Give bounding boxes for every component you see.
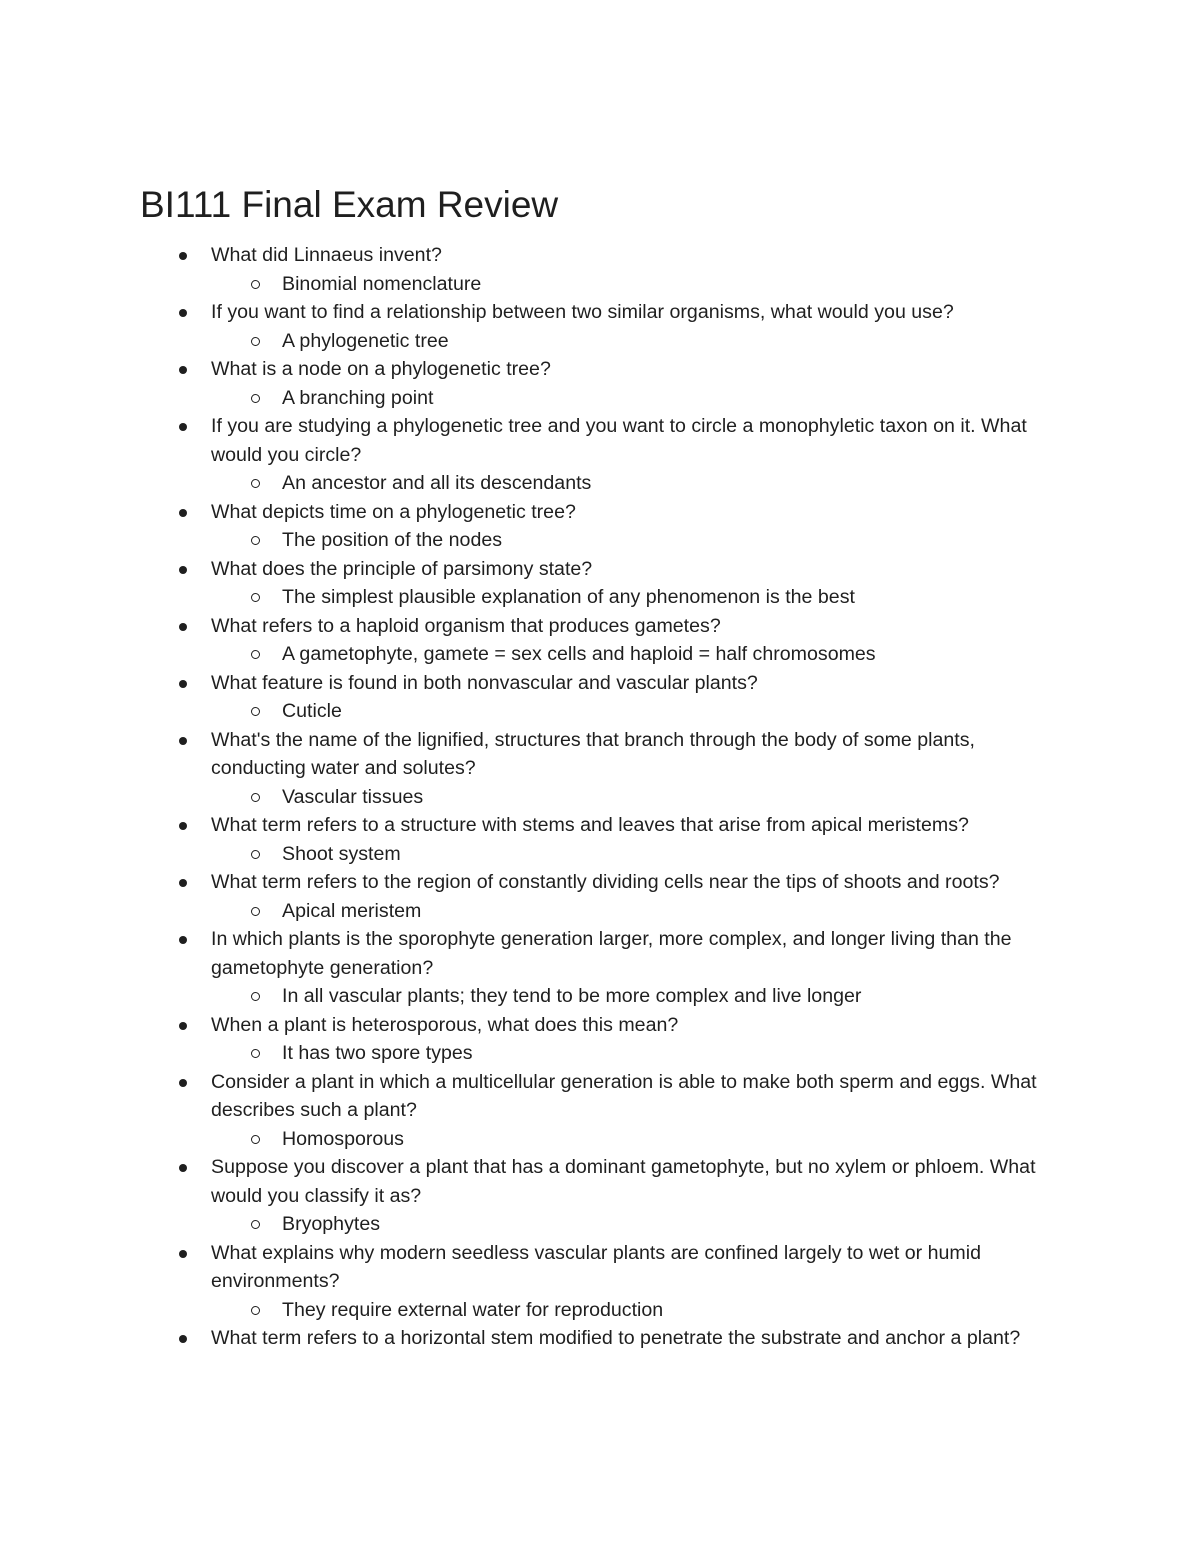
question-text: If you want to find a relationship between two similar organisms, what would you use? bbox=[211, 301, 954, 323]
question-list bbox=[0, 241, 1200, 1353]
question bbox=[211, 498, 1069, 527]
question bbox=[211, 811, 1069, 840]
bullet-icon bbox=[179, 1022, 187, 1030]
question bbox=[211, 1068, 1069, 1125]
answer bbox=[282, 783, 1082, 812]
answer bbox=[282, 1125, 1082, 1154]
bullet-icon bbox=[179, 566, 187, 574]
hollow-bullet-icon bbox=[251, 1220, 260, 1229]
question bbox=[211, 726, 1069, 783]
answer-text: Apical meristem bbox=[282, 899, 422, 922]
hollow-bullet-icon bbox=[251, 650, 260, 659]
question bbox=[211, 412, 1069, 469]
question-text: What feature is found in both nonvascular and vascular plants? bbox=[211, 671, 758, 694]
question-text: What term refers to the region of constantly dividing cells near the tips of shoots and roots? bbox=[211, 871, 1000, 893]
hollow-bullet-icon bbox=[251, 593, 260, 602]
list-item bbox=[0, 298, 1200, 355]
list-item bbox=[0, 726, 1200, 812]
answer-text: In all vascular plants; they tend to be more complex and live longer bbox=[282, 985, 862, 1007]
answer-text: Vascular tissues bbox=[282, 785, 424, 808]
question-text: When a plant is heterosporous, what does this mean? bbox=[211, 1013, 679, 1036]
question bbox=[211, 669, 1069, 698]
bullet-icon bbox=[179, 623, 187, 631]
bullet-icon bbox=[179, 936, 187, 944]
answer-text: A phylogenetic tree bbox=[282, 329, 449, 352]
question-text: Suppose you discover a plant that has a dominant gametophyte, but no xylem or phloem. What would you classify it as? bbox=[211, 1156, 1036, 1207]
hollow-bullet-icon bbox=[251, 992, 260, 1001]
question bbox=[211, 1239, 1069, 1296]
hollow-bullet-icon bbox=[251, 707, 260, 716]
hollow-bullet-icon bbox=[251, 850, 260, 859]
answer-text: An ancestor and all its descendants bbox=[282, 472, 592, 494]
question-text: What does the principle of parsimony state? bbox=[211, 557, 593, 580]
answer-text: Shoot system bbox=[282, 842, 401, 865]
answer-text: The simplest plausible explanation of any phenomenon is the best bbox=[282, 586, 855, 608]
hollow-bullet-icon bbox=[251, 1135, 260, 1144]
question bbox=[211, 868, 1069, 897]
question-text: Consider a plant in which a multicellular generation is able to make both sperm and eggs. What describes such a plant? bbox=[211, 1070, 1037, 1121]
bullet-icon bbox=[179, 366, 187, 374]
hollow-bullet-icon bbox=[251, 793, 260, 802]
answer bbox=[282, 982, 1082, 1011]
answer bbox=[282, 469, 1082, 498]
answer-text: Bryophytes bbox=[282, 1213, 381, 1235]
answer-text: Homosporous bbox=[282, 1127, 404, 1150]
answer bbox=[282, 1039, 1082, 1068]
hollow-bullet-icon bbox=[251, 479, 260, 488]
hollow-bullet-icon bbox=[251, 1306, 260, 1315]
question-text: What term refers to a structure with stems and leaves that arise from apical meristems? bbox=[211, 814, 969, 836]
bullet-icon bbox=[179, 423, 187, 431]
bullet-icon bbox=[179, 1250, 187, 1258]
question bbox=[211, 555, 1069, 584]
list-item bbox=[0, 355, 1200, 412]
answer bbox=[282, 1210, 1082, 1239]
list-item bbox=[0, 498, 1200, 555]
answer-text: It has two spore types bbox=[282, 1042, 473, 1064]
answer bbox=[282, 270, 1082, 299]
question-text: What refers to a haploid organism that produces gametes? bbox=[211, 614, 721, 637]
bullet-icon bbox=[179, 680, 187, 688]
list-item bbox=[0, 1324, 1200, 1353]
list-item bbox=[0, 1153, 1200, 1239]
list-item bbox=[0, 868, 1200, 925]
hollow-bullet-icon bbox=[251, 337, 260, 346]
answer bbox=[282, 1296, 1082, 1325]
question bbox=[211, 925, 1069, 982]
list-item bbox=[0, 555, 1200, 612]
answer-text: The position of the nodes bbox=[282, 529, 503, 551]
answer bbox=[282, 840, 1082, 869]
answer-text: Cuticle bbox=[282, 700, 342, 722]
question bbox=[211, 355, 1069, 384]
document-title: BI111 Final Exam Review bbox=[140, 184, 559, 225]
answer-text: A branching point bbox=[282, 386, 434, 409]
answer bbox=[282, 897, 1082, 926]
question bbox=[211, 1011, 1069, 1040]
answer bbox=[282, 583, 1082, 612]
hollow-bullet-icon bbox=[251, 536, 260, 545]
question bbox=[211, 612, 1069, 641]
list-item bbox=[0, 1068, 1200, 1154]
list-item bbox=[0, 925, 1200, 1011]
bullet-icon bbox=[179, 1079, 187, 1087]
hollow-bullet-icon bbox=[251, 394, 260, 403]
bullet-icon bbox=[179, 737, 187, 745]
bullet-icon bbox=[179, 1335, 187, 1343]
hollow-bullet-icon bbox=[251, 907, 260, 916]
list-item bbox=[0, 1239, 1200, 1325]
list-item bbox=[0, 412, 1200, 498]
answer bbox=[282, 327, 1082, 356]
answer bbox=[282, 697, 1082, 726]
question-text: What term refers to a horizontal stem modified to penetrate the substrate and anchor a plant? bbox=[211, 1327, 1021, 1349]
list-item bbox=[0, 669, 1200, 726]
question-text: What is a node on a phylogenetic tree? bbox=[211, 358, 551, 380]
list-item bbox=[0, 241, 1200, 298]
bullet-icon bbox=[179, 1164, 187, 1172]
answer-text: Binomial nomenclature bbox=[282, 272, 482, 295]
bullet-icon bbox=[179, 309, 187, 317]
answer bbox=[282, 640, 1082, 669]
answer bbox=[282, 526, 1082, 555]
question-text: In which plants is the sporophyte generation larger, more complex, and longer living than the gametophyte generation? bbox=[211, 928, 1012, 979]
question bbox=[211, 1324, 1069, 1353]
answer-text: A gametophyte, gamete = sex cells and haploid = half chromosomes bbox=[282, 643, 876, 665]
question bbox=[211, 241, 1069, 270]
question-text: What's the name of the lignified, structures that branch through the body of some plants, conducting water and solutes? bbox=[211, 728, 975, 779]
bullet-icon bbox=[179, 879, 187, 887]
question-text: What depicts time on a phylogenetic tree? bbox=[211, 500, 576, 523]
question bbox=[211, 1153, 1069, 1210]
hollow-bullet-icon bbox=[251, 1049, 260, 1058]
hollow-bullet-icon bbox=[251, 280, 260, 289]
bullet-icon bbox=[179, 509, 187, 517]
answer bbox=[282, 384, 1082, 413]
bullet-icon bbox=[179, 822, 187, 830]
list-item bbox=[0, 811, 1200, 868]
list-item bbox=[0, 612, 1200, 669]
question-text: If you are studying a phylogenetic tree and you want to circle a monophyletic taxon on it. What would you circle? bbox=[211, 415, 1027, 466]
question-text: What explains why modern seedless vascular plants are confined largely to wet or humid environments? bbox=[211, 1241, 981, 1292]
question-text: What did Linnaeus invent? bbox=[211, 244, 442, 266]
question bbox=[211, 298, 1069, 327]
list-item bbox=[0, 1011, 1200, 1068]
bullet-icon bbox=[179, 252, 187, 260]
answer-text: They require external water for reproduction bbox=[282, 1298, 664, 1321]
